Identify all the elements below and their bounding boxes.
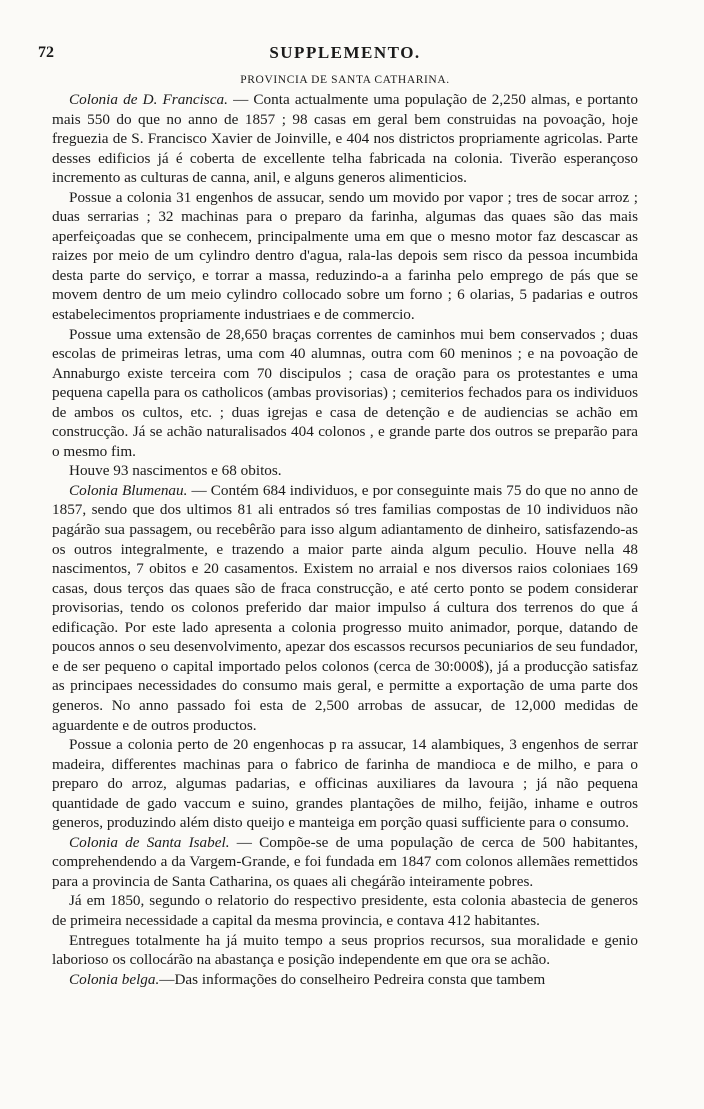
paragraph	[52, 481, 638, 735]
paragraph-text: Possue a colonia perto de 20 engenhocas p ra assucar, 14 alambiques, 3 engenhos de serrar madeira, differentes machinas para o fabrico de farinha de mandioca e de milho, e para o preparo do arroz, algumas padarias, e officinas auxiliares da lavoura ; já não pequena quantidade de gado vaccum e suino, grandes plantações de milho, feijão, inhame e outros generos, produzindo além disto queijo e manteiga em porção quasi sufficiente para o consumo.	[52, 736, 638, 832]
paragraph	[52, 188, 638, 325]
paragraph	[52, 735, 638, 833]
colony-heading: Colonia Blumenau.	[69, 481, 188, 499]
colony-heading: Colonia belga.	[69, 970, 160, 988]
paragraph	[52, 833, 638, 892]
paragraph-text: Entregues totalmente ha já muito tempo a seus proprios recursos, sua moralidade e genio laborioso os collocárão na abastança e posição independente em que ora se achão.	[52, 931, 638, 969]
paragraph	[52, 461, 638, 481]
paragraph-text: —Das informações do conselheiro Pedreira consta que tambem	[159, 970, 546, 988]
paragraph-text: Houve 93 nascimentos e 68 obitos.	[69, 462, 282, 480]
paragraph	[52, 931, 638, 970]
paragraph-text: Já em 1850, segundo o relatorio do respectivo presidente, esta colonia abastecia de generos de primeira necessidade a capital da mesma provincia, e contava 412 habitantes.	[52, 892, 638, 929]
paragraph-text: — Compõe-se de uma população de cerca de 500 habitantes, comprehendendo a da Vargem-Grande, e foi fundada em 1847 com colonos allemães remettidos para a provincia de Santa Catharina, os quaes ali chegárão inteiramente pobres.	[52, 833, 638, 890]
paragraph-text: — Contém 684 individuos, e por conseguinte mais 75 do que no anno de 1857, sendo que dos ultimos 81 ali entrados só tres familias compostas de 10 individuos não pagárão sua passagem, ou recebêrão para isso algum adiantamento de dinheiro, satisfazendo-as os outros integralmente, e trazendo a maior parte ainda algum peculio. Houve nella 48 nascimentos, 7 obitos e 20 casamentos. Existem no arraial e nos diversos raios coloniaes 169 casas, dous terços das quaes são de fraca construcção, e até certo ponto se podem considerar provisorias, tendo os colonos preferido dar maior impulso á cultura dos terrenos do que á edificação. Por este lado apresenta a colonia progresso muito animador, porque, datando de poucos annos o seu desenvolvimento, apezar dos escassos recursos pecuniarios de seu fundador, e de ser pequeno o capital importado pelos colonos (cerca de 30:000$), já a producção satisfaz as principaes necessidades do consumo mais geral, e permitte a exportação de uma parte dos generos. No anno passado foi esta de 2,500 arrobas de assucar, de 12,000 medidas de aguardente e de outros productos.	[52, 481, 638, 734]
colony-heading: Colonia de D. Francisca.	[69, 91, 228, 108]
paragraph	[52, 90, 638, 188]
paragraph	[52, 325, 638, 462]
running-title: SUPPLEMENTO.	[269, 43, 421, 62]
paragraph-text: Possue uma extensão de 28,650 braças correntes de caminhos mui bem conservados ; duas escolas de primeiras letras, uma com 40 alumnas, outra com 60 meninos ; e na povoação de Annaburgo existe terceira com 70 discipulos ; casa de oração para os protestantes e uma pequena capella para os catholicos (ambas provisorias) ; cemiterios fechados para os individuos de ambos os cultos, etc. ; duas igrejas e casa de detenção e de audiencias se achão em construcção. Já se achão naturalisados 404 colonos , e grande parte dos outros se preparão para o mesmo fim.	[52, 325, 638, 460]
paragraph-text: — Conta actualmente uma população de 2,250 almas, e portanto mais 550 do que no anno de 1857 ; 98 casas em geral bem construidas na povoação, hoje freguezia de S. Francisco Xavier de Joinville, e 404 nos districtos propriamente agricolas. Parte desses edificios já é coberta de excellente telha fabricada na colonia. Tiverão esperançoso incremento as culturas de canna, anil, e alguns generos alimenticios.	[52, 91, 638, 187]
page-number: 72	[38, 44, 54, 61]
document-page	[38, 40, 638, 989]
colony-heading: Colonia de Santa Isabel.	[69, 833, 230, 851]
paragraph	[52, 970, 638, 990]
paragraph-text: Possue a colonia 31 engenhos de assucar, sendo um movido por vapor ; tres de socar arroz ; duas serrarias ; 32 machinas para o preparo da farinha, algumas das quaes são das mais aperfeiçoadas que se conhecem, principalmente uma em que o mesno motor faz descascar as raizes por meio de um cylindro dentro d'agua, rala-las depois sem risco da pessoa incumbida desta parte do serviço, e torrar a massa, reduzindo-a a farinha pelo emprego de pás que se movem dentro de um meio cylindro collocado sobre um forno ; 6 olarias, 5 padarias e outros estabelecimentos propriamente industriaes e de commercio.	[52, 188, 638, 324]
section-title: PROVINCIA DE SANTA CATHARINA.	[240, 74, 450, 86]
body-text	[52, 90, 638, 989]
paragraph	[52, 891, 638, 930]
page-header	[38, 40, 638, 66]
